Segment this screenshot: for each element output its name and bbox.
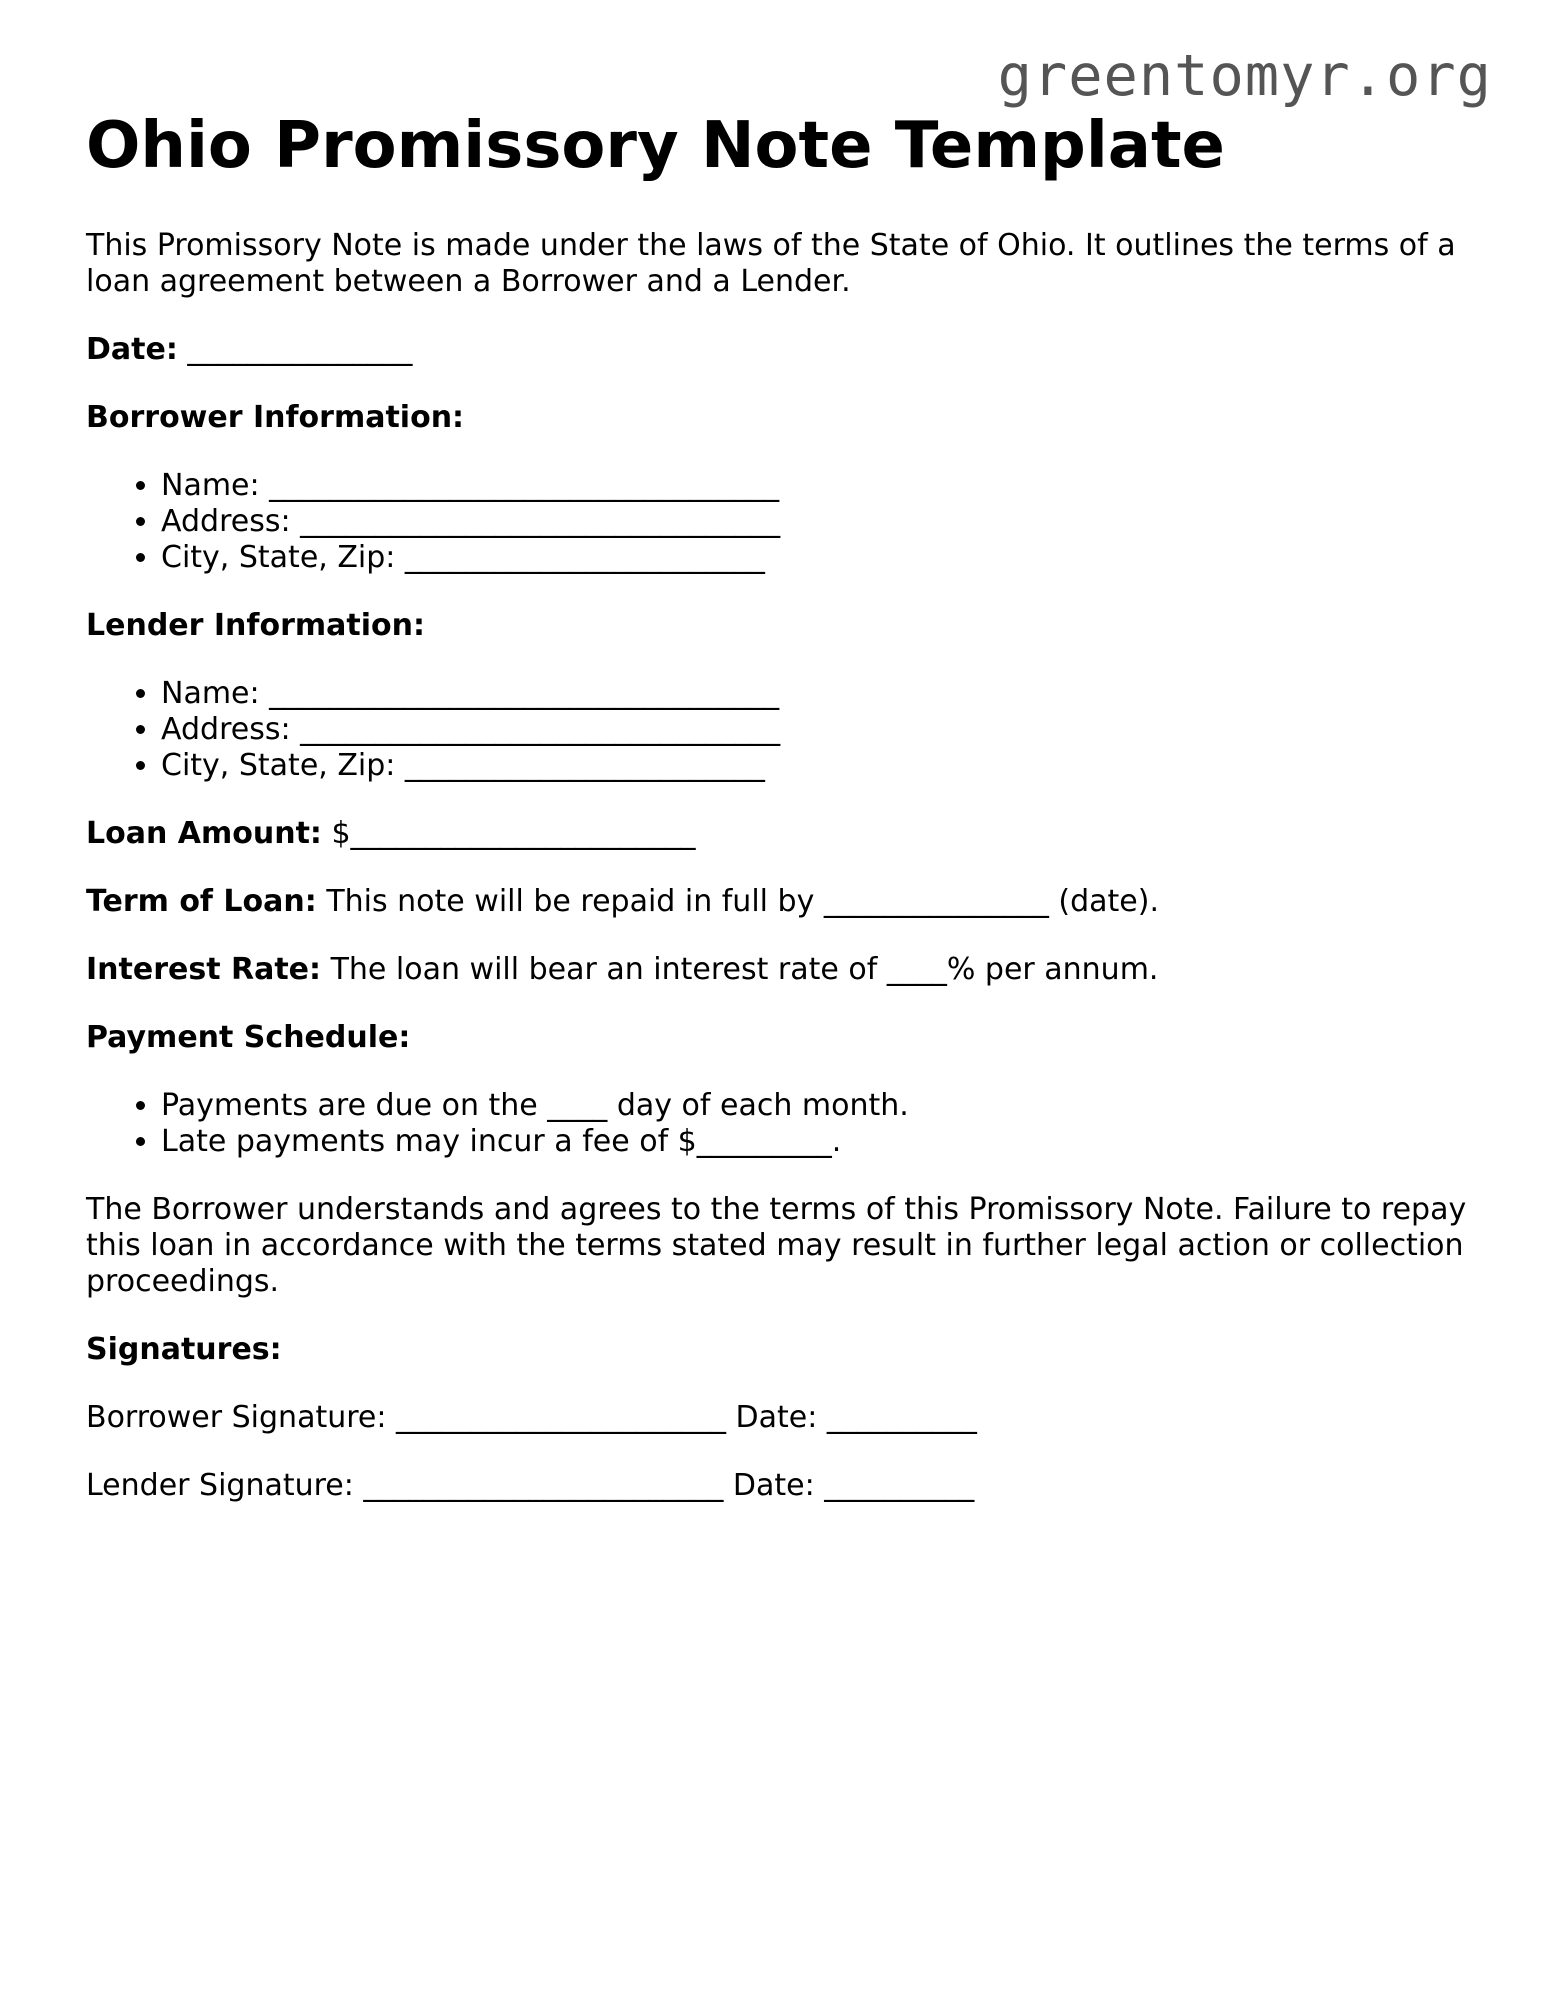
loan-amount-line <box>86 816 1476 852</box>
date-line <box>86 332 1476 368</box>
borrower-name-item: • Name: __________________________________ <box>161 468 1476 504</box>
term-text: This note will be repaid in full by _______________ (date). <box>326 883 1159 919</box>
interest-line <box>86 952 1476 988</box>
date-label: Date: <box>86 331 178 367</box>
intro-paragraph: This Promissory Note is made under the laws of the State of Ohio. It outlines the terms of a loan agreement between a Borrower and a Lender. <box>86 227 1456 299</box>
lender-city-item: • City, State, Zip: ________________________ <box>161 748 1476 784</box>
borrower-heading: Borrower Information: <box>86 399 465 435</box>
lender-list <box>86 676 1476 784</box>
borrower-signature-line: Borrower Signature: ______________________ Date: __________ <box>86 1399 977 1435</box>
borrower-address-item: • Address: ________________________________ <box>161 504 1476 540</box>
payment-schedule-heading: Payment Schedule: <box>86 1019 411 1055</box>
lender-signature-line: Lender Signature: ________________________ Date: __________ <box>86 1467 975 1503</box>
page-title: Ohio Promissory Note Template <box>86 109 1225 183</box>
term-line <box>86 884 1476 920</box>
term-label: Term of Loan: <box>86 883 317 919</box>
lender-address-item: • Address: ________________________________ <box>161 712 1476 748</box>
lender-heading: Lender Information: <box>86 607 425 643</box>
date-blank: _______________ <box>187 331 413 367</box>
late-fee-item: • Late payments may incur a fee of $_________. <box>161 1124 1476 1160</box>
interest-label: Interest Rate: <box>86 951 322 987</box>
site-watermark: greentomyr.org <box>997 43 1492 109</box>
borrower-city-item: • City, State, Zip: ________________________ <box>161 540 1476 576</box>
interest-text: The loan will bear an interest rate of ____% per annum. <box>330 951 1159 987</box>
loan-amount-label: Loan Amount: <box>86 815 322 851</box>
signatures-heading: Signatures: <box>86 1331 282 1367</box>
loan-amount-text: $_______________________ <box>331 815 696 851</box>
agreement-paragraph: The Borrower understands and agrees to the terms of this Promissory Note. Failure to repay this loan in accordance with the terms stated may result in further legal action or collection proceedings. <box>86 1191 1467 1299</box>
document-page <box>86 110 1476 1536</box>
lender-name-item: • Name: __________________________________ <box>161 676 1476 712</box>
borrower-list <box>86 468 1476 576</box>
payment-due-item: • Payments are due on the ____ day of each month. <box>161 1088 1476 1124</box>
payment-schedule-list <box>86 1088 1476 1160</box>
